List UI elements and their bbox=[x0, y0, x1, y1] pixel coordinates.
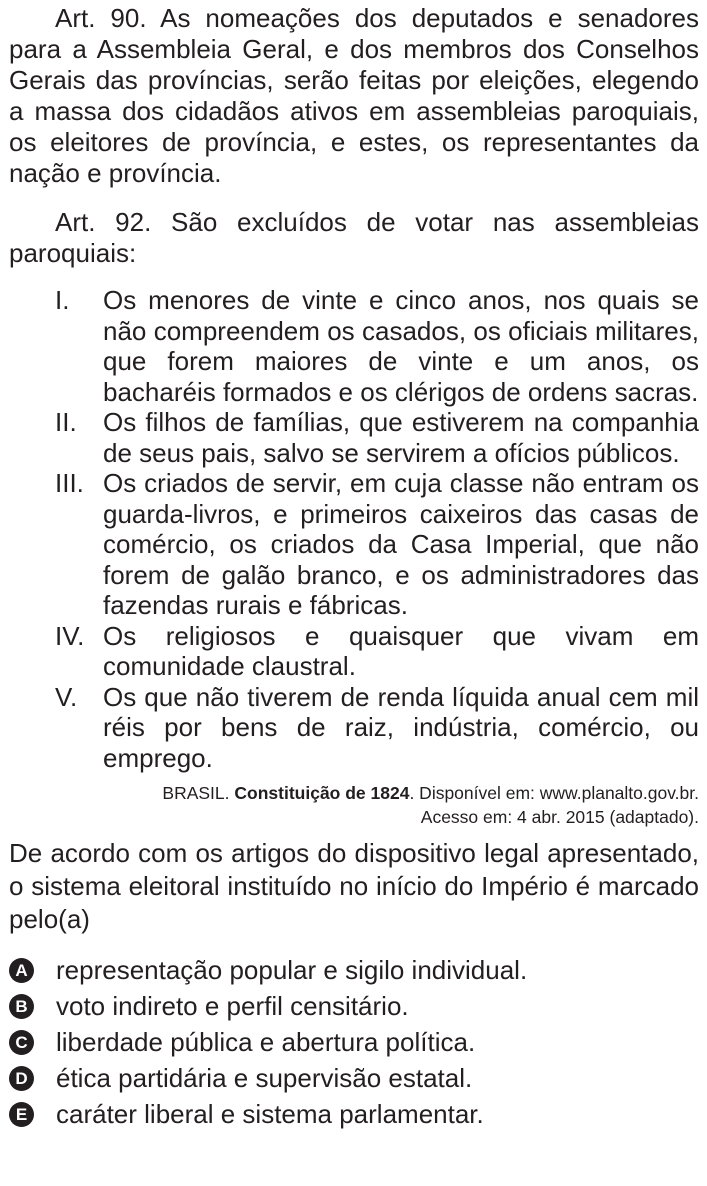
letter-a-icon: A bbox=[9, 958, 34, 983]
alternative-b[interactable] bbox=[9, 988, 699, 1024]
list-item bbox=[9, 285, 699, 407]
item-number: IV. bbox=[55, 620, 85, 651]
alternative-e[interactable] bbox=[9, 1096, 699, 1132]
source-suffix: . Disponível em: www.planalto.gov.br. bbox=[409, 783, 699, 803]
list-item bbox=[9, 468, 699, 621]
source-citation bbox=[9, 781, 699, 829]
source-prefix: BRASIL. bbox=[162, 783, 235, 803]
item-text: Os filhos de famílias, que estiverem na companhia de seus pais, salvo se servirem a ofícios públicos. bbox=[103, 407, 699, 468]
exclusion-list bbox=[9, 285, 699, 773]
item-number: I. bbox=[55, 285, 70, 315]
item-number: V. bbox=[55, 681, 78, 712]
item-text: Os religiosos e quaisquer que vivam em comunidade claustral. bbox=[103, 620, 699, 681]
alternative-text: representação popular e sigilo individual. bbox=[56, 954, 528, 985]
source-line-1 bbox=[9, 781, 699, 805]
item-text: Os menores de vinte e cinco anos, nos quais se não compreendem os casados, os oficiais militares, que forem maiores de vinte e um anos, os bacharéis formados e os clérigos de ordens sacras. bbox=[103, 285, 699, 407]
letter-e-icon: E bbox=[9, 1102, 34, 1127]
letter-b-icon: B bbox=[9, 994, 34, 1019]
item-text: Os que não tiverem de renda líquida anual cem mil réis por bens de raiz, indústria, comércio, ou emprego. bbox=[103, 681, 699, 773]
alternative-text: caráter liberal e sistema parlamentar. bbox=[56, 1098, 484, 1129]
list-item bbox=[9, 682, 699, 774]
alternative-text: ética partidária e supervisão estatal. bbox=[56, 1062, 473, 1093]
alternative-c[interactable] bbox=[9, 1024, 699, 1060]
alternative-d[interactable] bbox=[9, 1060, 699, 1096]
alternative-text: liberdade pública e abertura política. bbox=[56, 1026, 476, 1057]
article-90-text: Art. 90. As nomeações dos deputados e senadores para a Assembleia Geral, e dos membros dos Conselhos Gerais das províncias, serão feitas por eleições, elegendo a massa dos cidadãos ativos em assembleias paroquiais, os eleitores de província, e estes, os representantes da nação e província. bbox=[9, 3, 699, 188]
letter-c-icon: C bbox=[9, 1030, 34, 1055]
letter-d-icon: D bbox=[9, 1066, 34, 1091]
list-item bbox=[9, 407, 699, 468]
question-page bbox=[9, 3, 699, 1132]
answer-alternatives bbox=[9, 952, 699, 1132]
list-item bbox=[9, 621, 699, 682]
article-92-text: Art. 92. São excluídos de votar nas assembleias paroquiais: bbox=[9, 207, 699, 268]
item-number: II. bbox=[55, 407, 77, 437]
item-text: Os criados de servir, em cuja classe não entram os guarda-livros, e primeiros caixeiros das casas de comércio, os criados da Casa Imperial, que não forem de galão branco, e os administradores das fazendas rurais e fábricas. bbox=[103, 468, 699, 620]
alternative-text: voto indireto e perfil censitário. bbox=[56, 990, 409, 1021]
source-access: Acesso em: 4 abr. 2015 (adaptado). bbox=[420, 807, 699, 827]
item-number: III. bbox=[55, 468, 84, 498]
alternative-a[interactable] bbox=[9, 952, 699, 988]
question-stem: De acordo com os artigos do dispositivo legal apresentado, o sistema eleitoral instituído no início do Império é marcado pelo(a) bbox=[9, 838, 699, 934]
source-title: Constituição de 1824 bbox=[234, 783, 410, 803]
